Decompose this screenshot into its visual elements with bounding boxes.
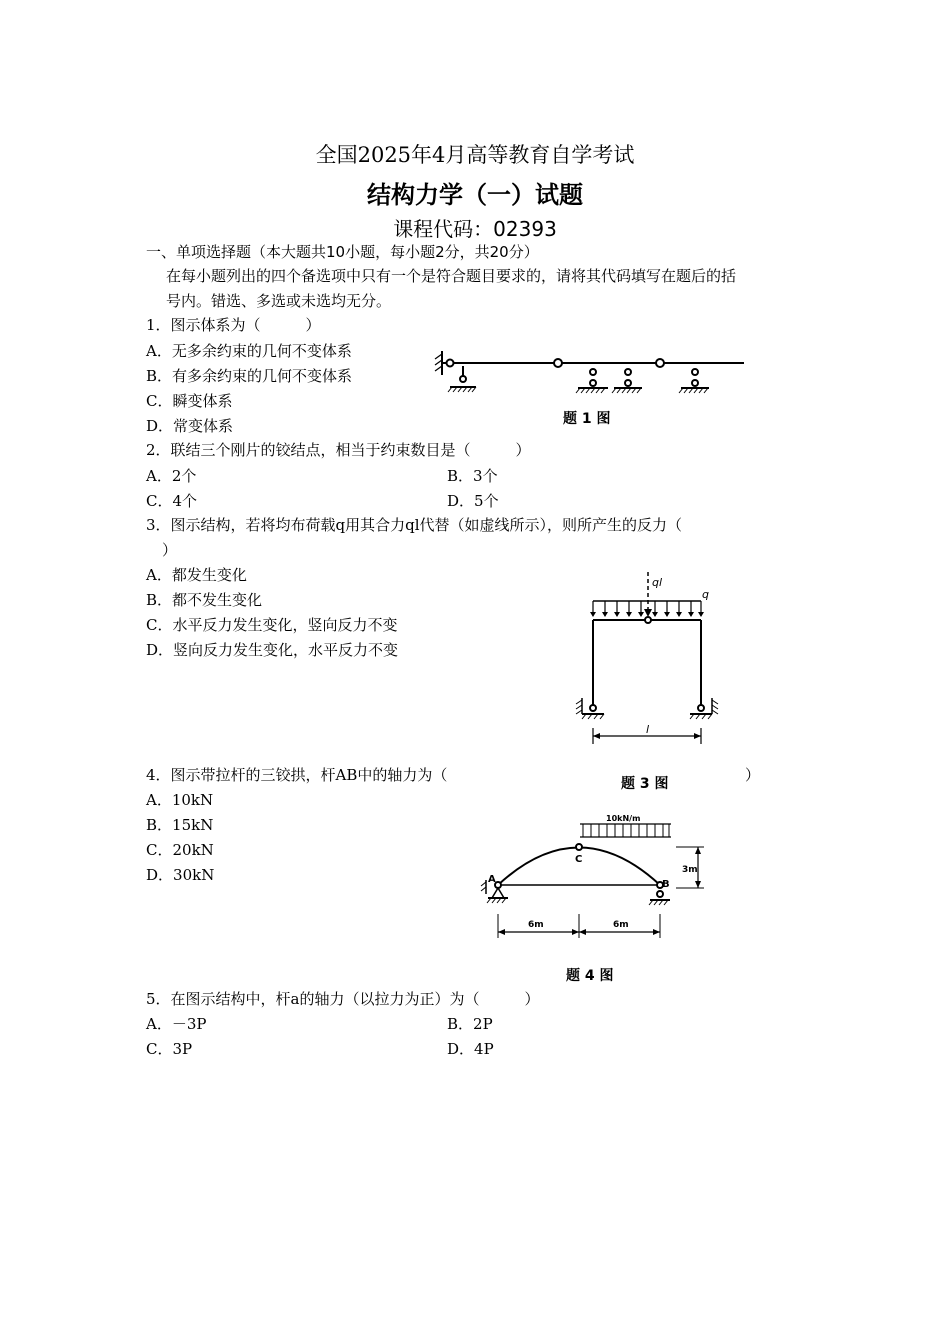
figure-1-caption: 题 1 图 xyxy=(563,411,611,427)
option-a: A．－3P xyxy=(146,1015,207,1033)
option-d: D．竖向反力发生变化，水平反力不变 xyxy=(146,641,399,659)
option-c: C．20kN xyxy=(146,841,214,859)
section-instruction: 在每小题列出的四个备选项中只有一个是符合题目要求的，请将其代码填写在题后的括 xyxy=(166,267,737,285)
question-stem: 4．图示带拉杆的三铰拱，杆AB中的轴力为（ xyxy=(146,766,448,784)
figure-1-beam-diagram xyxy=(430,345,750,400)
question-stem: 2．联结三个刚片的铰结点，相当于约束数目是（ ） xyxy=(146,441,531,459)
option-d: D．30kN xyxy=(146,866,215,884)
option-d: D．5个 xyxy=(447,492,499,510)
node-c-label: C xyxy=(575,854,583,865)
option-a: A．10kN xyxy=(146,791,214,809)
question-stem: 3．图示结构，若将均布荷载q用其合力ql代替（如虚线所示），则所产生的反力（ xyxy=(146,516,683,534)
option-a: A．无多余约束的几何不变体系 xyxy=(146,342,352,360)
option-c: C．4个 xyxy=(146,492,198,510)
question-stem: 1．图示体系为（ ） xyxy=(146,316,321,334)
figure-3-caption: 题 3 图 xyxy=(621,776,669,792)
option-c: C．3P xyxy=(146,1040,193,1058)
question-stem: 5．在图示结构中，杆a的轴力（以拉力为正）为（ ） xyxy=(146,990,540,1008)
question-stem-end: ） xyxy=(162,541,178,559)
option-a: A．2个 xyxy=(146,467,197,485)
course-code: 课程代码：02393 xyxy=(393,217,557,241)
span-l-label: l xyxy=(646,723,650,736)
node-a-label: A xyxy=(488,874,496,885)
option-b: B．3个 xyxy=(447,467,498,485)
exam-subject-title: 结构力学（一）试题 xyxy=(367,181,583,209)
option-d: D．常变体系 xyxy=(146,417,234,435)
option-a: A．都发生变化 xyxy=(146,566,247,584)
option-b: B．都不发生变化 xyxy=(146,591,263,609)
exam-title-line: 全国2025年4月高等教育自学考试 xyxy=(315,143,635,167)
figure-4-caption: 题 4 图 xyxy=(566,968,614,984)
height-label: 3m xyxy=(682,865,698,875)
section-heading: 一、单项选择题（本大题共10小题，每小题2分，共20分） xyxy=(146,243,539,261)
option-c: C．水平反力发生变化，竖向反力不变 xyxy=(146,616,398,634)
figure-4-arch-diagram xyxy=(476,810,716,945)
node-b-label: B xyxy=(662,879,670,890)
option-c: C．瞬变体系 xyxy=(146,392,233,410)
span-left-label: 6m xyxy=(528,920,544,930)
figure-3-frame-diagram xyxy=(560,568,730,758)
option-b: B．15kN xyxy=(146,816,214,834)
load-q-label: q xyxy=(702,588,709,601)
option-b: B．有多余约束的几何不变体系 xyxy=(146,367,353,385)
option-d: D．4P xyxy=(447,1040,494,1058)
question-stem-end: ） xyxy=(745,766,761,784)
section-instruction: 号内。错选、多选或未选均无分。 xyxy=(166,292,392,310)
span-right-label: 6m xyxy=(613,920,629,930)
load-ql-label: ql xyxy=(652,576,663,589)
option-b: B．2P xyxy=(447,1015,493,1033)
load-label: 10kN/m xyxy=(606,814,641,823)
